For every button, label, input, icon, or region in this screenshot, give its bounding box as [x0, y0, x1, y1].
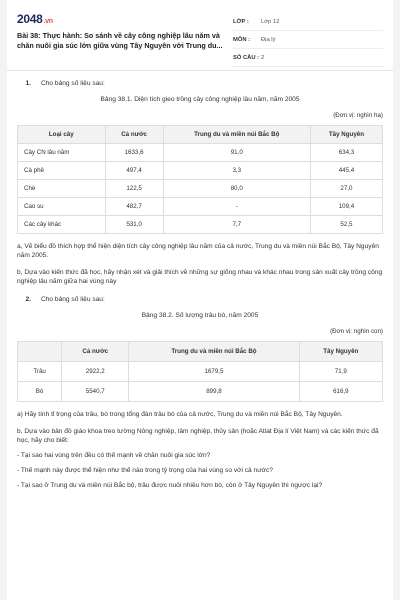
table-header-cell: Trung du và miền núi Bắc Bộ [163, 126, 310, 144]
question-bullet: - Tại sao ở Trung du và miền núi Bắc bộ, trâu được nuôi nhiều hơn bò, còn ở Tây Nguyên thì ngược lại? [17, 482, 323, 489]
meta-value-count: 2 [261, 54, 265, 61]
table-unit: (Đơn vị: nghìn con) [330, 328, 383, 335]
table-cell: 109,4 [310, 198, 382, 216]
table-cell: - [163, 198, 310, 216]
table-row [18, 362, 383, 382]
question-prompt: Cho bảng số liệu sau: [41, 80, 105, 87]
table-cell: Cây CN lâu năm [18, 144, 106, 162]
page-title: Bài 38: Thực hành: So sánh về cây công nghiệp lâu năm và chăn nuôi gia súc lớn giữa vùng Tây Nguyên với Trung du... [17, 31, 223, 50]
logo-text: 2048 [17, 12, 43, 26]
table-row [18, 180, 383, 198]
table-cell: 7,7 [163, 216, 310, 234]
table-cell: Cao su [18, 198, 106, 216]
table-row [18, 144, 383, 162]
table-cell: 80,0 [163, 180, 310, 198]
table-cell: Chè [18, 180, 106, 198]
page [7, 0, 393, 600]
table-cell: Trâu [18, 362, 62, 382]
table-cell: 899,8 [129, 382, 299, 402]
table-cell: Bò [18, 382, 62, 402]
table-header-cell: Tây Nguyên [299, 342, 382, 362]
table-header-cell [18, 342, 62, 362]
table-row [18, 198, 383, 216]
table-header-cell: Cả nước [105, 126, 163, 144]
meta-value-class: Lớp 12 [261, 18, 280, 25]
data-table-1 [17, 125, 383, 234]
meta-value-subject: Địa lý [261, 36, 276, 43]
header-divider [7, 70, 393, 71]
table-cell: 71,9 [299, 362, 382, 382]
table-cell: 497,4 [105, 162, 163, 180]
meta-row-subject [233, 31, 383, 49]
logo-suffix: .vn [43, 18, 53, 25]
table-cell: 616,9 [299, 382, 382, 402]
table-caption: Bảng 38.1. Diện tích gieo trồng cây công nghiệp lâu năm, năm 2005 [100, 96, 300, 103]
question-number: 2. [25, 296, 31, 303]
table-cell: 3,3 [163, 162, 310, 180]
table-cell: 122,5 [105, 180, 163, 198]
meta-row-class [233, 13, 383, 31]
table-header-cell: Tây Nguyên [310, 126, 382, 144]
question-bullet: - Thế mạnh này được thể hiện như thế nào trong tỷ trọng của hai vùng so với cả nước? [17, 467, 273, 474]
question-2 [17, 296, 383, 303]
table-cell: Cà phê [18, 162, 106, 180]
meta-key-count: SỐ CÂU : [233, 54, 260, 61]
table-cell: 634,3 [310, 144, 382, 162]
table-header-cell: Loại cây [18, 126, 106, 144]
site-logo[interactable] [17, 12, 53, 26]
table-unit: (Đơn vị: nghìn ha) [333, 112, 383, 119]
table-row [18, 382, 383, 402]
question-bullet: - Tại sao hai vùng trên đều có thế mạnh về chăn nuôi gia súc lớn? [17, 452, 211, 459]
question-part-a: a) Hãy tính tỉ trọng của trâu, bò trong tổng đàn trâu bò của cả nước, Trung du và miền núi Bắc Bộ, Tây Nguyên. [17, 411, 343, 418]
question-part-b: b, Dựa vào bản đồ giáo khoa treo tường Nông nghiệp, lâm nghiệp, thủy sản (hoặc Atlat Địa lí Việt Nam) và các kiến thức đã học, hãy cho biết: [17, 428, 379, 444]
content [17, 80, 383, 490]
meta-box [233, 13, 383, 67]
table-cell: 1679,5 [129, 362, 299, 382]
data-table-2 [17, 341, 383, 402]
table-header-row [18, 126, 383, 144]
section-spacer [17, 286, 383, 296]
table-cell: 5540,7 [62, 382, 129, 402]
table-cell: 2922,2 [62, 362, 129, 382]
table-cell: 1633,6 [105, 144, 163, 162]
table-cell: 91,0 [163, 144, 310, 162]
question-part-b: b, Dựa vào kiến thức đã học, hãy nhận xét và giải thích về những sự giống nhau và khác nhau trong sản xuất cây trồng công nghiệp lâu năm giữa hai vùng này [17, 269, 383, 285]
table-header-cell: Cả nước [62, 342, 129, 362]
meta-row-count [233, 49, 383, 67]
question-prompt: Cho bảng số liệu sau: [41, 296, 105, 303]
question-part-a: a, Vẽ biểu đồ thích hợp thể hiện diện tích cây công nghiệp lâu năm của cả nước, Trung du và miền núi Bắc Bộ, Tây Nguyên năm 2005. [17, 243, 379, 259]
table-cell: 531,0 [105, 216, 163, 234]
table-caption: Bảng 38.2. Số lượng trâu bò, năm 2005 [141, 312, 259, 319]
table-cell: 27,0 [310, 180, 382, 198]
table-row [18, 162, 383, 180]
table-header-row [18, 342, 383, 362]
meta-key-class: LỚP : [233, 18, 249, 25]
header [7, 0, 393, 66]
table-cell: 52,5 [310, 216, 382, 234]
table-cell: 445,4 [310, 162, 382, 180]
table-header-cell: Trung du và miền núi Bắc Bộ [129, 342, 299, 362]
table-cell: Các cây khác [18, 216, 106, 234]
table-row [18, 216, 383, 234]
meta-key-subject: MÔN : [233, 36, 251, 43]
table-cell: 482,7 [105, 198, 163, 216]
question-1 [17, 80, 383, 87]
question-number: 1. [25, 80, 31, 87]
